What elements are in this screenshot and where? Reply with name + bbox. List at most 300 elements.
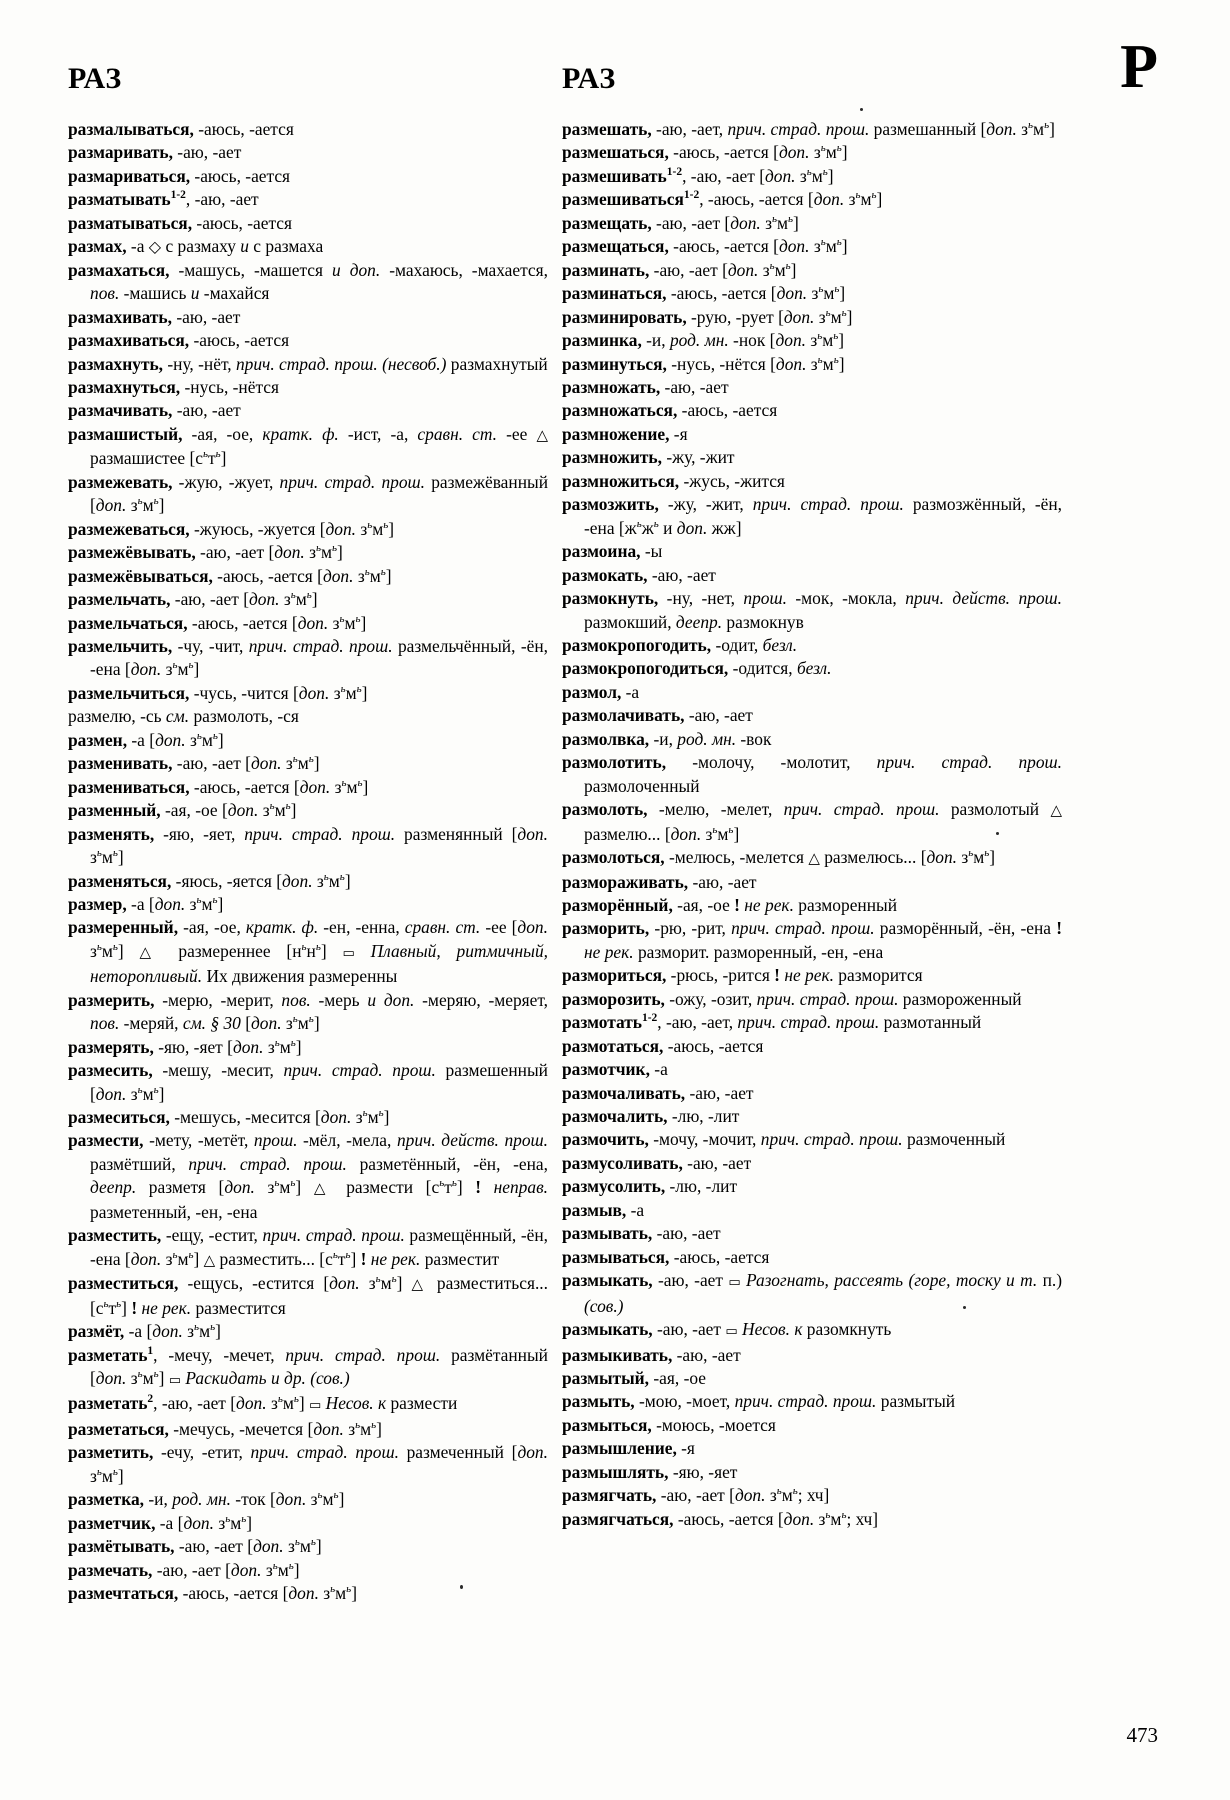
dictionary-entry <box>562 446 1062 469</box>
entry-body: , -аюсь, -ается [доп. $з^ьм^ь$] <box>699 189 883 210</box>
dictionary-entry <box>68 423 548 471</box>
entry-headword: размокропогодить, <box>562 634 712 655</box>
homonym-index: 1-2 <box>641 1012 658 1025</box>
entry-headword: разменять, <box>68 823 155 844</box>
entry-body: -яюсь, -яется [доп. $з^ьм^ь$] <box>171 870 351 891</box>
entry-headword: размышление, <box>562 1438 677 1459</box>
entry-body: -аюсь, -ается <box>192 212 293 233</box>
dictionary-entry <box>68 141 548 164</box>
entry-headword: размозжить, <box>562 494 659 515</box>
entry-headword: размешивать <box>562 165 667 186</box>
entry-headword: разморённый, <box>562 894 673 915</box>
entry-body: -аю, -ает <box>672 1344 741 1365</box>
dictionary-entry <box>68 212 548 235</box>
entry-headword: размножать, <box>562 376 661 397</box>
dictionary-entry <box>562 306 1062 329</box>
dictionary-entry <box>562 728 1062 751</box>
dictionary-entry <box>562 988 1062 1011</box>
entry-body: -жуюсь, -жуется [доп. $з^ьм^ь$] <box>189 518 395 539</box>
entry-body: -рю, -рит, прич. страд. прош. разморённый, -ён, -ена ! не рек. разморит. разморенный, -ен, -ена <box>584 918 1062 962</box>
entry-headword: размножиться, <box>562 470 680 491</box>
entry-headword: размягчать, <box>562 1485 657 1506</box>
dictionary-entry <box>68 1224 548 1272</box>
entry-body: -аю, -ает <box>688 871 757 892</box>
entry-body: -аюсь, -ается [доп. $з^ьм^ь$] <box>668 236 848 257</box>
left-column <box>68 118 548 1606</box>
entry-headword: разморозить, <box>562 988 665 1009</box>
dictionary-entry <box>68 1582 548 1605</box>
dictionary-entry <box>68 1059 548 1106</box>
entry-body: -аюсь, -ается [доп. $з^ьм^ь$] <box>212 565 392 586</box>
dictionary-entry <box>562 1175 1062 1198</box>
entry-body: -ая, -ое, кратк. ф. -ен, -енна, сравн. ст. -ее [доп. $з^ьм^ь$] △ размереннее $[н^ьн^ь]$ ▭ Плавный, ритмичный, неторопливый. Их движения размеренны <box>90 917 548 987</box>
dictionary-entry <box>68 259 548 306</box>
entry-headword: размельчаться, <box>68 612 188 633</box>
dictionary-entry <box>562 165 1062 188</box>
entry-body: -молочу, -молотит, прич. страд. прош. размолоченный <box>584 752 1062 796</box>
ink-speck <box>963 1306 966 1309</box>
dictionary-entry <box>68 776 548 799</box>
dictionary-entry <box>562 1058 1062 1081</box>
entry-body: -мешу, -месит, прич. страд. прош. размешенный [доп. $з^ьм^ь$] <box>90 1060 548 1104</box>
dictionary-entry <box>562 704 1062 727</box>
dictionary-entry <box>562 871 1062 894</box>
entry-headword: размалываться, <box>68 119 194 139</box>
dictionary-entry <box>562 259 1062 282</box>
entry-body: -ая, -ое [доп. $з^ьм^ь$] <box>160 800 297 821</box>
dictionary-entry <box>562 470 1062 493</box>
dictionary-entry <box>68 1488 548 1511</box>
entry-headword: размываться, <box>562 1246 670 1267</box>
entry-body: -аю, -ает <box>172 400 241 421</box>
dictionary-entry <box>68 799 548 822</box>
entry-headword: размежёвываться, <box>68 565 213 586</box>
entry-body: -аю, -ает [доп. $з^ьм^ь$] <box>195 542 343 563</box>
entry-body: -мою, -моет, прич. страд. прош. размытый <box>634 1391 956 1412</box>
entry-body: -аюсь, -ается <box>189 330 290 351</box>
dictionary-entry <box>562 964 1062 987</box>
entry-body: -а <box>626 1199 645 1220</box>
entry-body: -жую, -жует, прич. страд. прош. размежёванный [доп. $з^ьм^ь$] <box>90 471 548 516</box>
dictionary-entry <box>562 798 1062 846</box>
entry-body: -аю, -ает <box>172 142 242 163</box>
homonym-index: 1 <box>147 1344 154 1357</box>
entry-headword: размариваться, <box>68 165 191 186</box>
dictionary-entry <box>562 1344 1062 1367</box>
entry-body: -чусь, -чится [доп. $з^ьм^ь$] <box>189 682 368 703</box>
dictionary-entry <box>562 1128 1062 1151</box>
ink-speck <box>860 108 863 111</box>
entry-body: -аюсь, -ается [доп. $з^ьм^ь$] <box>668 142 848 163</box>
dictionary-entry <box>562 846 1062 870</box>
entry-body: -аюсь, -ается [доп. $з^ьм^ь$] <box>666 283 846 304</box>
entry-body: , -аю, -ает [доп. $з^ьм^ь$] <box>682 165 834 186</box>
entry-body: -я <box>676 1438 695 1459</box>
entry-headword: размусоливать, <box>562 1152 683 1173</box>
dictionary-entry <box>68 1106 548 1129</box>
entry-body: -нусь, -нётся <box>180 376 279 397</box>
dictionary-entry <box>68 989 548 1036</box>
entry-headword: размолачивать, <box>562 705 685 726</box>
entry-headword: размежеваться, <box>68 518 190 539</box>
entry-headword: размахиваться, <box>68 330 190 351</box>
entry-headword: размыться, <box>562 1414 652 1435</box>
entry-headword: размотаться, <box>562 1035 664 1056</box>
entry-headword: разминуться, <box>562 353 667 374</box>
dictionary-entry <box>68 752 548 775</box>
dictionary-entry <box>68 1418 548 1441</box>
dictionary-entry <box>562 399 1062 422</box>
entry-headword: размерить, <box>68 989 155 1010</box>
dictionary-entry <box>68 399 548 422</box>
entry-body: -машусь, -машется и доп. -махаюсь, -махается, пов. -машись и -махайся <box>90 259 548 304</box>
entry-body: -аюсь, -ается <box>669 1246 770 1267</box>
entry-headword: размыв, <box>562 1199 627 1220</box>
entry-headword: размоина, <box>562 541 641 562</box>
entry-body: -аюсь, -ается [доп. $з^ьм^ь$] <box>189 776 369 797</box>
entry-body: -аю, -ает [доп. $з^ьм^ь$; хч] <box>656 1485 830 1506</box>
entry-body: -аю, -ает <box>647 564 716 585</box>
dictionary-entry <box>68 893 548 916</box>
entry-headword: размножить, <box>562 447 662 468</box>
dictionary-entry <box>68 471 548 518</box>
dictionary-entry <box>68 541 548 564</box>
dictionary-entry <box>68 870 548 893</box>
entry-body: -яю, -яет <box>668 1461 738 1482</box>
dictionary-entry <box>68 823 548 870</box>
entry-headword: размыкивать, <box>562 1344 673 1365</box>
dictionary-entry <box>68 916 548 988</box>
dictionary-entry <box>68 118 548 141</box>
entry-headword: размыть, <box>562 1391 635 1412</box>
entry-body: -ая, -ое <box>649 1368 707 1389</box>
dictionary-entry <box>562 188 1062 211</box>
dictionary-entry <box>68 588 548 611</box>
entry-body: -аю, -ает <box>685 1082 754 1103</box>
dictionary-entry <box>68 518 548 541</box>
entry-headword: размаривать, <box>68 142 173 163</box>
entry-headword: разминировать, <box>562 306 687 327</box>
dictionary-entry <box>562 1269 1062 1318</box>
entry-headword: разместить, <box>68 1225 162 1246</box>
entry-body: , -аю, -ает <box>185 189 259 210</box>
entry-headword: разметать <box>68 1344 148 1365</box>
dictionary-entry <box>562 1461 1062 1484</box>
dictionary-entry <box>562 376 1062 399</box>
entry-headword: размышлять, <box>562 1461 669 1482</box>
entry-body: -мочу, -мочит, прич. страд. прош. размоченный <box>648 1129 1006 1150</box>
dictionary-entry <box>562 329 1062 352</box>
entry-headword: разминаться, <box>562 283 667 304</box>
entry-body: -мешусь, -месится [доп. $з^ьм^ь$] <box>169 1107 390 1128</box>
entry-body: -моюсь, -моется <box>651 1414 776 1435</box>
entry-headword: размокропогодиться, <box>562 658 729 679</box>
dictionary-entry <box>562 564 1062 587</box>
entry-body: -а [доп. $з^ьм^ь$] <box>155 1512 253 1533</box>
dictionary-entry <box>68 1392 548 1417</box>
dictionary-entry <box>68 376 548 399</box>
entry-headword: размочалить, <box>562 1106 668 1127</box>
entry-body: -аюсь, -ается [доп. $з^ьм^ь$] <box>187 612 367 633</box>
entry-body: -ещу, -естит, прич. страд. прош. размещённый, -ён, -ена [доп. $з^ьм^ь$] △ разместить... $[с^ьт^ь]$ ! не рек. разместит <box>90 1225 548 1269</box>
entry-headword: размельчить, <box>68 635 173 656</box>
entry-headword: разменяться, <box>68 870 172 891</box>
entry-body: -аюсь, -ается <box>663 1035 764 1056</box>
dictionary-entry <box>68 1535 548 1558</box>
entry-body: -жу, -жит <box>661 447 735 468</box>
entry-body: -ая, -ое, кратк. ф. -ист, -а, сравн. ст. -ее △ размашистее $[с^ьт^ь]$ <box>90 423 548 469</box>
dictionary-entry <box>562 540 1062 563</box>
homonym-index: 2 <box>147 1393 154 1406</box>
entry-headword: разметать <box>68 1393 148 1414</box>
entry-body: -чу, -чит, прич. страд. прош. размельчённый, -ён, -ена [доп. $з^ьм^ь$] <box>90 635 548 680</box>
entry-body: -ну, -нет, прош. -мок, -мокла, прич. действ. прош. размокший, деепр. размокнув <box>584 588 1062 632</box>
entry-body: -аюсь, -ается <box>677 400 778 421</box>
entry-body: -яю, -яет [доп. $з^ьм^ь$] <box>153 1036 302 1057</box>
dictionary-entry <box>562 141 1062 164</box>
entry-headword: размениваться, <box>68 776 190 797</box>
homonym-index: 1-2 <box>683 189 700 202</box>
entry-headword: размесить, <box>68 1060 153 1081</box>
entry-headword: разместиться, <box>68 1273 179 1294</box>
entry-headword: размораживать, <box>562 871 689 892</box>
entry-body: -а <box>649 1059 668 1080</box>
entry-body: -ечу, -етит, прич. страд. прош. размеченный [доп. $з^ьм^ь$] <box>90 1442 548 1486</box>
entry-headword: размочить, <box>562 1129 649 1150</box>
dictionary-entry <box>562 634 1062 657</box>
dictionary-entry <box>562 1318 1062 1343</box>
entry-body: -жу, -жит, прич. страд. прош. размозжённый, -ён, -ена [$ж^ьж^ь$ и доп. жж] <box>584 494 1062 538</box>
entry-body: -рую, -рует [доп. $з^ьм^ь$] <box>686 306 853 327</box>
entry-headword: размокнуть, <box>562 588 659 609</box>
dictionary-entry <box>562 353 1062 376</box>
entry-headword: размачивать, <box>68 400 173 421</box>
dictionary-entry <box>68 188 548 211</box>
dictionary-entry <box>562 1222 1062 1245</box>
entry-headword: размотать <box>562 1012 642 1033</box>
entry-headword: разменный, <box>68 800 161 821</box>
entry-headword: разматываться, <box>68 212 193 233</box>
dictionary-entry <box>68 1272 548 1320</box>
dictionary-entry <box>562 1508 1062 1531</box>
entry-body: -и, род. мн. -нок [доп. $з^ьм^ь$] <box>641 330 845 351</box>
entry-body: -аю, -ает [доп. $з^ьм^ь$] <box>152 1559 300 1580</box>
entry-body: , -аю, -ает [доп. $з^ьм^ь$] ▭ Несов. к размести <box>153 1393 458 1414</box>
entry-body: -аю, -ает <box>171 306 241 327</box>
dictionary-entry <box>68 565 548 588</box>
entry-headword: размашистый, <box>68 423 183 444</box>
entry-headword: размокать, <box>562 564 648 585</box>
entry-headword: разметчик, <box>68 1512 156 1533</box>
entry-headword: разматывать <box>68 189 171 210</box>
dictionary-entry <box>562 1390 1062 1413</box>
entry-body: -аю, -ает <box>660 376 729 397</box>
entry-body: -и, род. мн. -вок <box>649 728 772 749</box>
running-head-left: РАЗ <box>68 62 123 95</box>
entry-headword: размётывать, <box>68 1536 175 1557</box>
entry-body: -а [доп. $з^ьм^ь$] <box>126 893 224 914</box>
dictionary-entry <box>562 1414 1062 1437</box>
dictionary-entry <box>68 705 548 728</box>
entry-headword: размусолить, <box>562 1176 666 1197</box>
entry-body: -нусь, -нётся [доп. $з^ьм^ь$] <box>666 353 845 374</box>
entry-headword: размежевать, <box>68 471 173 492</box>
entry-body: -а [доп. $з^ьм^ь$] <box>124 1321 221 1342</box>
entry-body: -мечусь, -мечется [доп. $з^ьм^ь$] <box>168 1418 382 1439</box>
dictionary-entry <box>562 493 1062 540</box>
letter-marker: Р <box>1120 33 1158 101</box>
entry-headword: размахнуться, <box>68 376 181 397</box>
entry-body: -мелюсь, -мелется △ размелюсь... [доп. $з^ьм^ь$] <box>664 847 996 868</box>
entry-body: -аю, -ает [доп. $з^ьм^ь$] <box>170 589 318 610</box>
dictionary-entry <box>68 729 548 752</box>
dictionary-entry <box>68 1129 548 1224</box>
homonym-index: 1-2 <box>666 166 683 179</box>
entry-body: -аю, -ает <box>684 705 753 726</box>
page-header <box>0 0 1230 110</box>
entry-headword: размести, <box>68 1130 144 1151</box>
dictionary-entry <box>68 682 548 705</box>
entry-body: , -аю, -ает, прич. страд. прош. размотанный <box>657 1012 982 1033</box>
entry-headword: размотчик, <box>562 1059 650 1080</box>
entry-headword: разметка, <box>68 1489 145 1510</box>
entry-headword: размножаться, <box>562 400 678 421</box>
entry-body: -рюсь, -рится ! не рек. разморится <box>666 965 923 986</box>
entry-headword: размелю, <box>68 706 136 727</box>
entry-headword: размолотить, <box>562 752 667 773</box>
entry-body: -аю, -ает [доп. $з^ьм^ь$] <box>172 753 320 774</box>
entry-body: -ожу, -озит, прич. страд. прош. размороженный <box>664 988 1022 1009</box>
entry-headword: размывать, <box>562 1223 653 1244</box>
entry-body: -сь см. размолоть, -ся <box>135 706 299 727</box>
homonym-index: 1-2 <box>170 189 186 202</box>
dictionary-entry <box>68 165 548 188</box>
entry-body: -а <box>621 681 640 702</box>
entry-headword: размежёвывать, <box>68 542 196 563</box>
dictionary-entry <box>68 1441 548 1488</box>
ink-speck <box>460 1585 463 1589</box>
entry-body: -ну, -нёт, прич. страд. прош. (несвоб.) размахнутый <box>163 353 548 374</box>
dictionary-entry <box>562 212 1062 235</box>
entry-headword: размен, <box>68 729 128 750</box>
dictionary-entry <box>562 1082 1062 1105</box>
dictionary-entry <box>562 751 1062 798</box>
entry-headword: размешаться, <box>562 142 669 163</box>
dictionary-entry <box>562 1199 1062 1222</box>
entry-body: -одится, безл. <box>728 658 832 679</box>
entry-headword: разминать, <box>562 259 650 280</box>
entry-body: -аю, -ает [доп. $з^ьм^ь$] <box>651 212 799 233</box>
entry-body: -аюсь, -ается <box>193 119 294 139</box>
entry-headword: размах, <box>68 236 127 257</box>
entry-body: -я <box>669 423 688 444</box>
entry-body: -аю, -ает ▭ Разогнать, рассеять (горе, тоску и т. п.) (сов.) <box>584 1270 1063 1316</box>
entry-body: -ещусь, -естится [доп. $з^ьм^ь$] △ разместиться... $[с^ьт^ь]$ ! не рек. разместится <box>90 1273 548 1318</box>
entry-headword: размытый, <box>562 1368 650 1389</box>
dictionary-entry <box>68 635 548 682</box>
dictionary-entry <box>562 657 1062 680</box>
dictionary-entry <box>68 612 548 635</box>
dictionary-entry <box>68 1559 548 1582</box>
entry-headword: размолвка, <box>562 728 650 749</box>
entry-headword: разменивать, <box>68 753 173 774</box>
entry-body: , -мечу, -мечет, прич. страд. прош. размётанный [доп. $з^ьм^ь$] ▭ Раскидать и др. (сов.) <box>90 1344 548 1389</box>
entry-body: -аюсь, -ается <box>190 165 291 186</box>
entry-headword: разморить, <box>562 918 650 939</box>
entry-headword: размахивать, <box>68 306 172 327</box>
entry-body: -аю, -ает ▭ Несов. к разомкнуть <box>652 1319 892 1340</box>
dictionary-entry <box>562 235 1062 258</box>
entry-body: -аюсь, -ается [доп. $з^ьм^ь$] <box>178 1583 357 1604</box>
entry-body: -мерю, -мерит, пов. -мерь и доп. -меряю, -меряет, пов. -меряй, см. § 30 [доп. $з^ьм^ь$] <box>90 989 549 1034</box>
entry-headword: размолоться, <box>562 847 665 868</box>
entry-body: -ая, -ое ! не рек. разморенный <box>672 894 898 915</box>
page-number: 473 <box>1126 1723 1158 1747</box>
dictionary-entry <box>68 235 548 258</box>
entry-headword: размолоть, <box>562 799 648 820</box>
entry-body: -яю, -яет, прич. страд. прош. разменянный [доп. $з^ьм^ь$] <box>90 823 548 868</box>
entry-headword: размол, <box>562 681 622 702</box>
entry-headword: размельчать, <box>68 589 171 610</box>
dictionary-entry <box>562 423 1062 446</box>
entry-body: -аю, -ает [доп. $з^ьм^ь$] <box>649 259 797 280</box>
dictionary-entry <box>68 329 548 352</box>
dictionary-entry <box>562 917 1062 964</box>
dictionary-entry <box>562 894 1062 917</box>
entry-headword: размешиваться <box>562 189 684 210</box>
right-column <box>562 118 1062 1531</box>
entry-headword: размёт, <box>68 1321 125 1342</box>
dictionary-entry <box>562 587 1062 634</box>
entry-headword: размыкать, <box>562 1270 653 1291</box>
entry-headword: размещаться, <box>562 236 669 257</box>
entry-body: -одит, безл. <box>711 634 798 655</box>
entry-body: -ы <box>640 541 663 562</box>
dictionary-entry <box>562 118 1062 141</box>
entry-headword: размориться, <box>562 965 667 986</box>
entry-headword: размер, <box>68 893 127 914</box>
entry-headword: размножение, <box>562 423 670 444</box>
entry-body: -аю, -ает <box>652 1223 721 1244</box>
dictionary-entry <box>68 1512 548 1535</box>
dictionary-entry <box>562 1035 1062 1058</box>
entry-headword: размахаться, <box>68 259 170 280</box>
entry-headword: размерять, <box>68 1036 154 1057</box>
entry-body: -аюсь, -ается [доп. $з^ьм^ь$; хч] <box>673 1508 878 1529</box>
entry-body: -мелю, -мелет, прич. страд. прош. размолотый △ размелю... [доп. $з^ьм^ь$] <box>584 799 1062 844</box>
entry-headword: размечтаться, <box>68 1583 179 1604</box>
dictionary-entry <box>562 1437 1062 1460</box>
dictionary-entry <box>562 681 1062 704</box>
entry-headword: размягчаться, <box>562 1508 674 1529</box>
dictionary-entry <box>562 1152 1062 1175</box>
dictionary-entry <box>68 1036 548 1059</box>
dictionary-entry <box>68 1320 548 1343</box>
entry-body: -лю, -лит <box>665 1176 738 1197</box>
entry-body: -и, род. мн. -ток [доп. $з^ьм^ь$] <box>144 1489 345 1510</box>
ink-speck <box>996 832 999 835</box>
dictionary-entry <box>562 282 1062 305</box>
dictionary-entry <box>562 1011 1062 1034</box>
entry-headword: разметить, <box>68 1442 154 1463</box>
entry-headword: размеренный, <box>68 917 179 938</box>
dictionary-entry <box>68 353 548 376</box>
entry-headword: размеситься, <box>68 1107 170 1128</box>
entry-body: -мету, -метёт, прош. -мёл, -мела, прич. действ. прош. размётший, прич. страд. прош. разметённый, -ён, -ена, деепр. разметя [доп. $з^ьм^ь$] △ размести $[с^ьт^ь]$ ! неправ. разметенный, -ен, -ена <box>90 1130 548 1222</box>
entry-body: -аю, -ает [доп. $з^ьм^ь$] <box>174 1536 322 1557</box>
entry-headword: размочаливать, <box>562 1082 686 1103</box>
dictionary-entry <box>68 1344 548 1393</box>
